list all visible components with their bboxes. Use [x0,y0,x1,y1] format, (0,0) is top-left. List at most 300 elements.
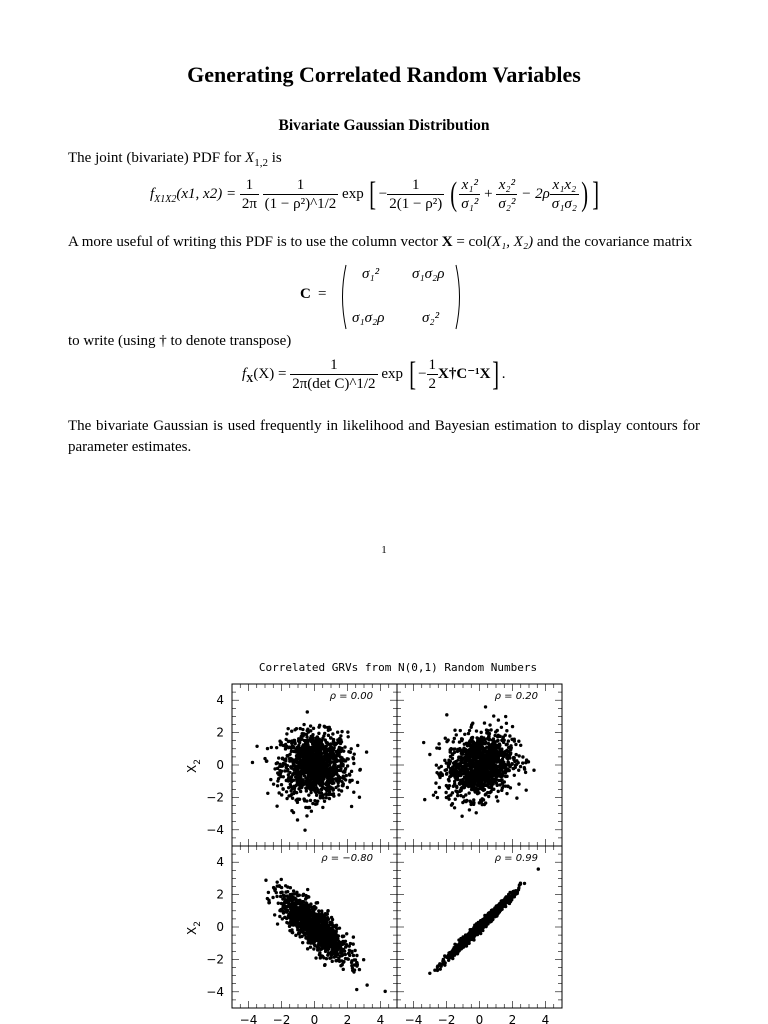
y-axis-label: $X_2$ [185,759,203,773]
scatter-point [448,784,451,787]
scatter-point [294,765,297,768]
scatter-point [299,790,302,793]
scatter-point [319,948,322,951]
scatter-point [324,913,327,916]
scatter-panel [397,846,562,1024]
scatter-point [510,746,513,749]
scatter-point [291,893,294,896]
scatter-point [513,760,516,763]
scatter-point [295,906,298,909]
scatter-point [297,771,300,774]
scatter-point [329,786,332,789]
scatter-point [287,896,290,899]
scatter-point [316,770,319,773]
scatter-point [335,760,338,763]
eq2-exp: exp [381,365,403,382]
scatter-point [348,773,351,776]
scatter-point [327,952,330,955]
scatter-point [460,814,463,817]
scatter-point [312,782,315,785]
scatter-point [350,950,353,953]
scatter-point [483,784,486,787]
scatter-point [502,738,505,741]
intro-symbol: X [245,150,255,166]
scatter-point [332,740,335,743]
scatter-point [320,918,323,921]
scatter-point [276,779,279,782]
scatter-point [532,768,535,771]
scatter-point [299,775,302,778]
scatter-point [444,791,447,794]
scatter-point [296,900,299,903]
matrix-eq: = [318,286,327,302]
scatter-point [481,803,484,806]
scatter-point [293,901,296,904]
scatter-point [353,963,356,966]
scatter-point [489,728,492,731]
scatter-point [484,742,487,745]
matrix-cell-12: σ₁σ₂ρ [412,266,445,282]
page-number: 1 [381,544,387,556]
scatter-point [505,729,508,732]
scatter-point [469,755,472,758]
scatter-point [334,786,337,789]
scatter-point [365,750,368,753]
scatter-point [358,796,361,799]
scatter-point [475,811,478,814]
scatter-point [504,775,507,778]
scatter-point [445,740,448,743]
scatter-point [473,753,476,756]
scatter-point [329,956,332,959]
scatter-point [474,746,477,749]
x-tick-label: −2 [272,1013,291,1024]
scatter-point [337,774,340,777]
scatter-point [286,890,289,893]
scatter-point [492,714,495,717]
scatter-point [465,771,468,774]
scatter-point [474,758,477,761]
scatter-point [350,805,353,808]
scatter-point [321,944,324,947]
scatter-point [498,742,501,745]
scatter-point [327,729,330,732]
scatter-point [292,922,295,925]
scatter-point [306,710,309,713]
scatter-point [331,788,334,791]
scatter-point [311,748,314,751]
scatter-point [267,901,270,904]
scatter-point [307,764,310,767]
scatter-point [298,931,301,934]
scatter-point [481,797,484,800]
scatter-point [342,782,345,785]
scatter-point [317,788,320,791]
scatter-point [469,751,472,754]
scatter-point [304,741,307,744]
panel-rho-label: ρ = 0.20 [494,691,538,702]
scatter-point [355,988,358,991]
scatter-point [306,746,309,749]
scatter-point [333,952,336,955]
scatter-point [330,773,333,776]
scatter-point [453,806,456,809]
scatter-point [517,769,520,772]
panel-rho-label: ρ = 0.00 [329,691,373,702]
scatter-point [278,915,281,918]
scatter-point [433,969,436,972]
scatter-point [290,917,293,920]
scatter-point [315,760,318,763]
scatter-point [498,749,501,752]
scatter-point [306,947,309,950]
equation-joint-pdf: $f_{X1X2}(x1$, x2) = $\frac{1}{2\pi}$ $\frac{1}{\text{(1 − ρ²)\textasciicircum{}1/2}}$ exp [ − $\frac{1}{\text{2(1 − ρ²)}}$ ( $\frac{\text{x₁²}}{\text{σ₁²}}$ + $\frac{\text{x₂²}}{\text{σ₂²}}$ − 2ρ $\frac{\text{x₁x₂}}{\text{σ₁σ₂}}$ ) ] [150,175,600,213]
scatter-point [318,775,321,778]
scatter-point [269,778,272,781]
scatter-point [435,763,438,766]
scatter-point [453,771,456,774]
scatter-point [462,795,465,798]
scatter-point [338,926,341,929]
scatter-point [350,747,353,750]
scatter-point [315,794,318,797]
eq1-close-paren: ) [581,175,589,213]
scatter-point [480,743,483,746]
scatter-point [273,767,276,770]
scatter-point [322,956,325,959]
scatter-point [495,739,498,742]
scatter-point [290,787,293,790]
scatter-point [280,878,283,881]
scatter-point [490,756,493,759]
scatter-point [278,909,281,912]
scatter-point [449,774,452,777]
scatter-point [293,741,296,744]
scatter-point [479,769,482,772]
scatter-point [276,771,279,774]
scatter-point [456,750,459,753]
scatter-point [331,960,334,963]
scatter-point [455,733,458,736]
scatter-point [449,793,452,796]
scatter-point [484,764,487,767]
para2-eq: = [456,234,465,250]
scatter-point [303,733,306,736]
scatter-point [473,782,476,785]
scatter-point [479,784,482,787]
scatter-point [287,901,290,904]
scatter-point [493,774,496,777]
scatter-point [452,785,455,788]
para2-col-args: (X₁, X₂) [486,234,534,250]
scatter-point [514,753,517,756]
scatter-point [303,828,306,831]
scatter-point [275,804,278,807]
scatter-point [468,742,471,745]
scatter-point [523,767,526,770]
scatter-point [302,931,305,934]
scatter-point [332,777,335,780]
scatter-point [344,957,347,960]
scatter-point [481,738,484,741]
scatter-point [314,938,317,941]
scatter-point [296,750,299,753]
scatter-point [342,770,345,773]
scatter-point [489,780,492,783]
scatter-point [496,784,499,787]
scatter-point [443,759,446,762]
scatter-point [483,747,486,750]
scatter-point [471,736,474,739]
scatter-point [291,761,294,764]
scatter-point [326,948,329,951]
scatter-panel [185,684,397,846]
scatter-point [358,768,361,771]
scatter-point [295,779,298,782]
scatter-point [337,753,340,756]
scatter-point [486,774,489,777]
scatter-point [307,793,310,796]
scatter-point [456,794,459,797]
scatter-point [320,909,323,912]
scatter-point [352,970,355,973]
scatter-point [469,801,472,804]
scatter-point [280,783,283,786]
scatter-point [490,785,493,788]
scatter-point [283,894,286,897]
scatter-point [325,796,328,799]
scatter-point [488,723,491,726]
matrix-lhs: C [300,286,311,302]
scatter-point [338,746,341,749]
scatter-point [292,750,295,753]
scatter-point [335,778,338,781]
scatter-point [309,945,312,948]
scatter-point [478,751,481,754]
scatter-point [266,747,269,750]
scatter-point [300,737,303,740]
scatter-point [346,764,349,767]
scatter-point [511,725,514,728]
scatter-point [472,778,475,781]
eq2-body: X†C⁻¹X [438,365,491,382]
scatter-point [323,787,326,790]
scatter-point [342,968,345,971]
scatter-point [295,754,298,757]
scatter-point [453,763,456,766]
scatter-point [493,734,496,737]
scatter-point [307,917,310,920]
scatter-point [352,954,355,957]
scatter-point [505,792,508,795]
scatter-point [445,796,448,799]
scatter-point [466,768,469,771]
scatter-point [511,763,514,766]
scatter-point [328,797,331,800]
scatter-point [313,921,316,924]
scatter-point [290,896,293,899]
scatter-point [320,788,323,791]
eq1-term-b: $\frac{\text{x₂²}}{\text{σ₂²}}$ [498,177,516,212]
eq1-lhs-sub: X1X2 [154,193,177,205]
scatter-point [497,718,500,721]
y-tick-label: 4 [216,693,224,708]
eq1-frac2: $\frac{1}{\text{(1 − ρ²)\textasciicircum{}1/2}}$ [264,177,337,212]
scatter-point [302,769,305,772]
eq2-minus: − [418,365,427,382]
eq1-open-paren: ( [450,175,458,213]
scatter-point [271,896,274,899]
scatter-point [455,786,458,789]
scatter-point [320,765,323,768]
scatter-point [491,742,494,745]
scatter-point [328,921,331,924]
scatter-point [465,762,468,765]
scatter-point [491,766,494,769]
matrix-cell-11: σ₁² [362,266,380,282]
scatter-point [304,786,307,789]
scatter-point [517,754,520,757]
scatter-point [455,790,458,793]
scatter-point [362,958,365,961]
scatter-point [319,791,322,794]
scatter-point [314,764,317,767]
scatter-point [286,768,289,771]
scatter-point [346,786,349,789]
scatter-point [309,729,312,732]
scatter-point [275,746,278,749]
scatter-point [281,905,284,908]
scatter-point [291,773,294,776]
scatter-point [284,744,287,747]
scatter-point [468,808,471,811]
usage-paragraph: The bivariate Gaussian is used frequently in likelihood and Bayesian estimation to display contours for parameter estimates. [68,418,700,455]
scatter-point [290,730,293,733]
scatter-point [321,768,324,771]
scatter-point [334,743,337,746]
scatter-point [350,959,353,962]
scatter-point [311,802,314,805]
scatter-point [277,791,280,794]
scatter-point [326,769,329,772]
scatter-point [281,787,284,790]
scatter-point [290,909,293,912]
scatter-point [460,758,463,761]
scatter-point [285,790,288,793]
scatter-point [499,775,502,778]
eq1-frac3: $\frac{1}{\text{2(1 − ρ²)}}$ [389,177,443,212]
scatter-point [498,735,501,738]
scatter-point [513,774,516,777]
scatter-point [305,814,308,817]
scatter-point [309,799,312,802]
scatter-point [453,751,456,754]
scatter-point [297,761,300,764]
scatter-point [468,760,471,763]
scatter-point [305,789,308,792]
scatter-point [346,757,349,760]
scatter-point [330,781,333,784]
scatter-point [499,767,502,770]
scatter-point [297,739,300,742]
scatter-point [437,766,440,769]
scatter-point [305,895,308,898]
scatter-point [496,729,499,732]
scatter-point [325,917,328,920]
scatter-point [503,752,506,755]
scatter-point [506,749,509,752]
scatter-point [328,935,331,938]
scatter-point [524,761,527,764]
scatter-point [317,737,320,740]
scatter-point [507,739,510,742]
scatter-point [310,911,313,914]
eq2-close-bracket: ] [492,355,500,393]
scatter-point [276,784,279,787]
scatter-point [306,921,309,924]
scatter-point [497,790,500,793]
scatter-point [309,935,312,938]
scatter-point [316,799,319,802]
scatter-point [302,925,305,928]
transpose-paragraph: to write (using † to denote transpose) [68,333,292,349]
scatter-point [283,769,286,772]
scatter-point [284,738,287,741]
scatter-point [340,756,343,759]
intro-paragraph [68,148,700,174]
scatter-point [517,782,520,785]
scatter-point [453,747,456,750]
scatter-point [495,750,498,753]
scatter-point [305,782,308,785]
scatter-point [311,757,314,760]
scatter-point [453,729,456,732]
scatter-point [349,751,352,754]
scatter-point [292,889,295,892]
scatter-point [486,791,489,794]
scatter-point [303,915,306,918]
scatter-point [489,790,492,793]
eq2-lhs: f [242,365,247,382]
scatter-point [333,756,336,759]
scatter-point [326,764,329,767]
scatter-point [485,760,488,763]
scatter-point [365,983,368,986]
scatter-point [519,882,522,885]
scatter-point [304,936,307,939]
eq1-lhs: f [150,185,155,202]
scatter-point [514,763,517,766]
scatter-point [331,918,334,921]
scatter-point [473,765,476,768]
scatter-point [501,757,504,760]
scatter-point [479,778,482,781]
scatter-point [298,747,301,750]
scatter-point [347,735,350,738]
scatter-point [508,753,511,756]
scatter-point [308,779,311,782]
covariance-matrix [300,262,470,332]
scatter-point [317,745,320,748]
scatter-point [479,759,482,762]
scatter-point [321,796,324,799]
scatter-point [496,799,499,802]
scatter-point [358,968,361,971]
scatter-point [500,726,503,729]
scatter-point [353,752,356,755]
scatter-point [343,949,346,952]
scatter-point [317,732,320,735]
